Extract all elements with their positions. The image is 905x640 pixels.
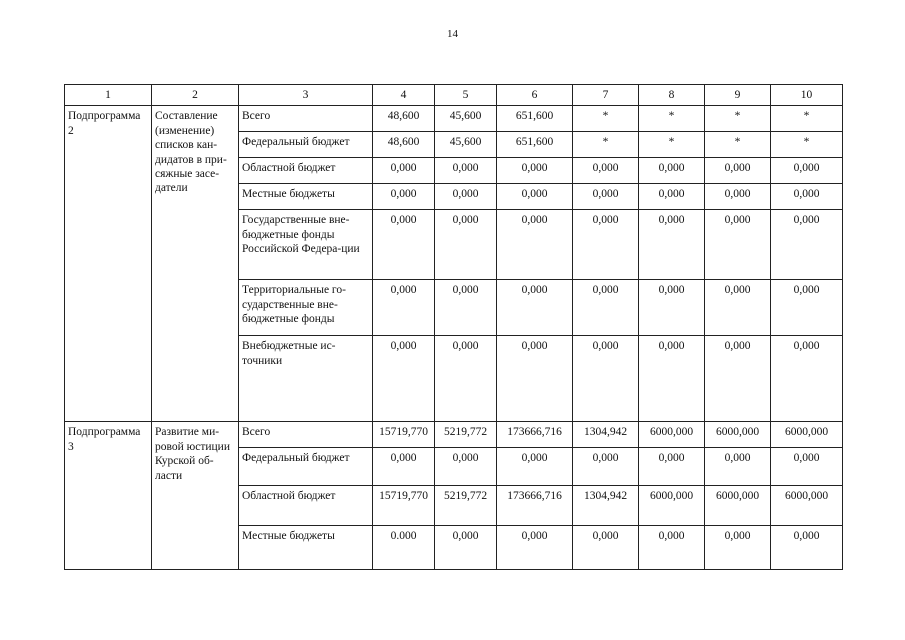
funding-source-label: Областной бюджет <box>239 158 373 184</box>
value-cell: 0,000 <box>639 336 705 422</box>
value-cell: 0,000 <box>435 184 497 210</box>
value-cell: 6000,000 <box>771 422 843 448</box>
value-cell: 0,000 <box>373 280 435 336</box>
value-cell: 0,000 <box>771 158 843 184</box>
value-cell: 0,000 <box>573 184 639 210</box>
header-cell: 4 <box>373 85 435 106</box>
funding-source-label: Местные бюджеты <box>239 526 373 570</box>
value-cell: 0,000 <box>497 526 573 570</box>
value-cell: * <box>573 106 639 132</box>
value-cell: 6000,000 <box>771 486 843 526</box>
event-name: Развитие ми-ровой юстиции Курской об-ласти <box>152 422 239 570</box>
value-cell: 651,600 <box>497 132 573 158</box>
value-cell: * <box>771 132 843 158</box>
value-cell: 0,000 <box>497 158 573 184</box>
value-cell: 0,000 <box>771 280 843 336</box>
value-cell: 0,000 <box>771 210 843 280</box>
program-name: Подпрограмма 2 <box>65 106 152 422</box>
header-cell: 6 <box>497 85 573 106</box>
value-cell: 173666,716 <box>497 486 573 526</box>
page-number: 14 <box>447 28 458 40</box>
funding-source-label: Местные бюджеты <box>239 184 373 210</box>
value-cell: 0,000 <box>573 158 639 184</box>
value-cell: 0,000 <box>573 210 639 280</box>
value-cell: * <box>639 132 705 158</box>
funding-source-label: Федеральный бюджет <box>239 448 373 486</box>
funding-source-label: Внебюджетные ис-точники <box>239 336 373 422</box>
value-cell: 0,000 <box>705 210 771 280</box>
value-cell: 0,000 <box>573 280 639 336</box>
value-cell: 1304,942 <box>573 486 639 526</box>
value-cell: 1304,942 <box>573 422 639 448</box>
header-cell: 3 <box>239 85 373 106</box>
header-cell: 2 <box>152 85 239 106</box>
value-cell: 0,000 <box>639 448 705 486</box>
value-cell: 0,000 <box>497 336 573 422</box>
value-cell: 0,000 <box>435 280 497 336</box>
header-cell: 9 <box>705 85 771 106</box>
value-cell: 6000,000 <box>639 486 705 526</box>
program-name: Подпрограмма 3 <box>65 422 152 570</box>
value-cell: 45,600 <box>435 106 497 132</box>
value-cell: * <box>705 132 771 158</box>
event-name: Составление (изменение) списков кан-дидатов в при-сяжные засе-датели <box>152 106 239 422</box>
budget-table <box>64 84 843 570</box>
value-cell: 0,000 <box>639 280 705 336</box>
header-cell: 7 <box>573 85 639 106</box>
value-cell: 5219,772 <box>435 422 497 448</box>
value-cell: 0,000 <box>705 526 771 570</box>
value-cell: 0,000 <box>435 158 497 184</box>
value-cell: 0,000 <box>705 336 771 422</box>
value-cell: 0.000 <box>373 526 435 570</box>
table-row <box>65 422 843 448</box>
value-cell: * <box>771 106 843 132</box>
value-cell: 651,600 <box>497 106 573 132</box>
value-cell: 6000,000 <box>639 422 705 448</box>
funding-source-label: Всего <box>239 422 373 448</box>
value-cell: 6000,000 <box>705 486 771 526</box>
value-cell: 48,600 <box>373 106 435 132</box>
value-cell: 0,000 <box>435 336 497 422</box>
value-cell: 0,000 <box>497 184 573 210</box>
value-cell: 0,000 <box>373 448 435 486</box>
value-cell: 0,000 <box>639 210 705 280</box>
value-cell: 0,000 <box>497 210 573 280</box>
value-cell: 173666,716 <box>497 422 573 448</box>
value-cell: 0,000 <box>705 184 771 210</box>
value-cell: * <box>639 106 705 132</box>
funding-source-label: Государственные вне-бюджетные фонды Российской Федера-ции <box>239 210 373 280</box>
funding-source-label: Территориальные го-сударственные вне-бюджетные фонды <box>239 280 373 336</box>
value-cell: 0,000 <box>373 336 435 422</box>
value-cell: 0,000 <box>639 184 705 210</box>
value-cell: * <box>705 106 771 132</box>
table-row <box>65 106 843 132</box>
value-cell: 6000,000 <box>705 422 771 448</box>
funding-source-label: Федеральный бюджет <box>239 132 373 158</box>
value-cell: 0,000 <box>639 158 705 184</box>
header-row <box>65 85 843 106</box>
value-cell: 0,000 <box>573 526 639 570</box>
value-cell: 0,000 <box>435 448 497 486</box>
value-cell: 15719,770 <box>373 422 435 448</box>
funding-source-label: Областной бюджет <box>239 486 373 526</box>
value-cell: 0,000 <box>373 158 435 184</box>
header-cell: 5 <box>435 85 497 106</box>
value-cell: 0,000 <box>705 158 771 184</box>
funding-source-label: Всего <box>239 106 373 132</box>
header-cell: 10 <box>771 85 843 106</box>
value-cell: 5219,772 <box>435 486 497 526</box>
value-cell: 0,000 <box>705 448 771 486</box>
value-cell: 0,000 <box>497 448 573 486</box>
value-cell: 0,000 <box>639 526 705 570</box>
value-cell: 0,000 <box>771 184 843 210</box>
value-cell: 0,000 <box>373 184 435 210</box>
value-cell: 0,000 <box>771 448 843 486</box>
header-cell: 1 <box>65 85 152 106</box>
value-cell: * <box>573 132 639 158</box>
value-cell: 0,000 <box>573 448 639 486</box>
value-cell: 48,600 <box>373 132 435 158</box>
value-cell: 0,000 <box>435 210 497 280</box>
value-cell: 0,000 <box>573 336 639 422</box>
value-cell: 0,000 <box>771 336 843 422</box>
value-cell: 0,000 <box>771 526 843 570</box>
value-cell: 45,600 <box>435 132 497 158</box>
value-cell: 0,000 <box>435 526 497 570</box>
value-cell: 0,000 <box>705 280 771 336</box>
value-cell: 0,000 <box>497 280 573 336</box>
value-cell: 15719,770 <box>373 486 435 526</box>
value-cell: 0,000 <box>373 210 435 280</box>
header-cell: 8 <box>639 85 705 106</box>
